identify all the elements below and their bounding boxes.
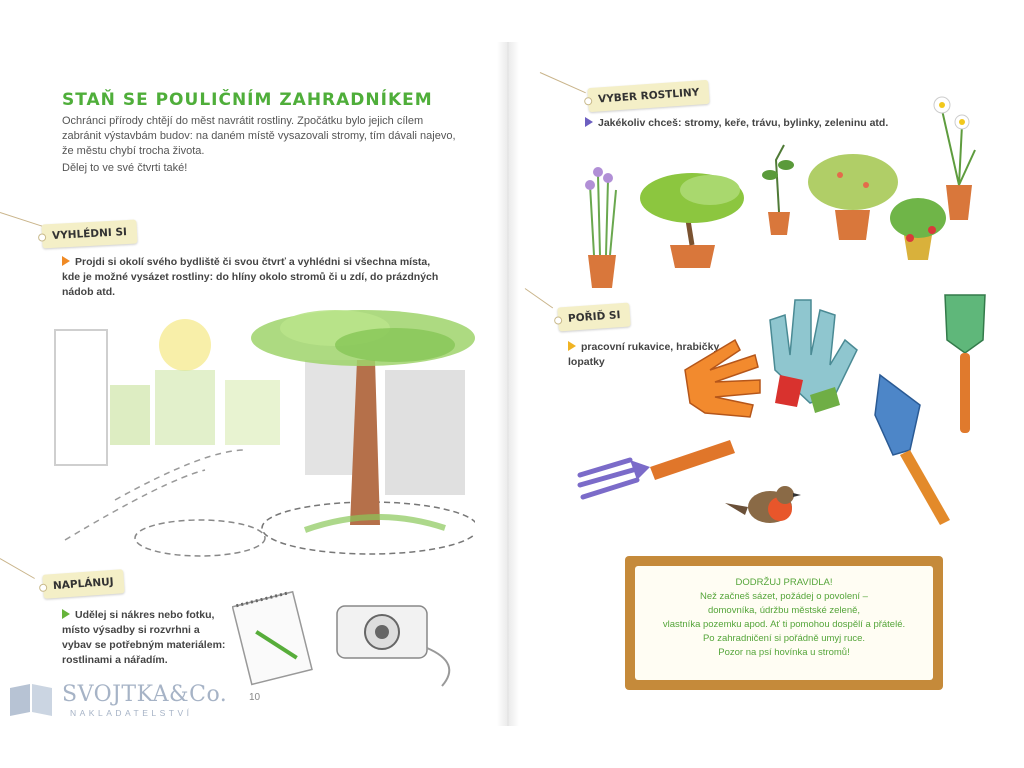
section-porid-text: pracovní rukavice, hrabičky, lopatky [568, 341, 722, 368]
building-sketch [385, 370, 465, 495]
garden-tools-illustration [575, 285, 995, 540]
page-number: 10 [249, 692, 261, 703]
building-sketch [110, 385, 150, 445]
page-title: STAŇ SE POULIČNÍM ZAHRADNÍKEM [62, 90, 433, 110]
small-shovel-icon [945, 295, 985, 433]
bonsai-plant-icon [640, 173, 744, 268]
city-tree-illustration [45, 300, 475, 565]
tag-label: VYHLÉDNI SI [51, 226, 128, 242]
daisy-plant-icon [934, 97, 975, 220]
sign-rules-text [642, 576, 926, 660]
notepad-camera-illustration [232, 588, 472, 688]
purple-rake-icon [580, 440, 735, 497]
chive-plant-icon [585, 167, 616, 288]
publisher-book-icon [8, 682, 54, 716]
tag-label: VYBER ROSTLINY [597, 86, 700, 106]
publisher-logo [8, 680, 228, 720]
sign-line: vlastníka pozemku apod. Ať ti pomohou dospělí a přátelé. [662, 619, 906, 630]
tag-label: POŘIĎ SI [567, 309, 621, 325]
building-sketch [155, 370, 215, 445]
camera-icon [337, 606, 449, 686]
building-sketch [225, 380, 280, 445]
robin-bird-icon [725, 486, 801, 523]
strawberry-plant-icon [890, 198, 946, 260]
rosemary-plant-icon [808, 154, 898, 240]
orange-triangle-icon [62, 256, 70, 266]
tag-vyhledni-si [41, 220, 137, 249]
tag-label: NAPLÁNUJ [52, 575, 115, 593]
building-sketch [55, 330, 107, 465]
sign-title: DODRŽUJ PRAVIDLA! [735, 577, 833, 588]
intro-text: Ochránci přírody chtějí do měst navrátit rostliny. Zpočátku bylo jejich cílem zabránit výstavbám budov: na daném místě vysazovali stromy, tím dávali najevo, že městu chybí trocha života. [62, 115, 456, 157]
sun-icon [159, 319, 211, 371]
small-sprout-plant-icon [762, 145, 794, 235]
book-gutter [497, 42, 519, 726]
green-triangle-icon [62, 609, 70, 619]
intro-call-to-action: Dělej to ve své čtvrti také! [62, 162, 188, 174]
potted-plants-illustration [570, 90, 990, 290]
sign-line: domovníka, údržbu městské zeleně, [707, 605, 861, 616]
blue-trowel-icon [875, 375, 950, 525]
sign-line: Než začneš sázet, požádej o povolení – [700, 591, 868, 602]
section-vyhledni-text: Projdi si okolí svého bydliště či svou čtvrť a vyhlédni si všechna místa, kde je možné vysázet rostliny: do hlíny okolo stromů či u zdí, do prázdných nádob atd. [62, 256, 439, 298]
sign-line: Po zahradničení si pořádně umyj ruce. [702, 633, 866, 644]
notepad-icon [232, 592, 312, 685]
section-vyber-text: Jakékoliv chceš: stromy, keře, trávu, bylinky, zeleninu atd. [585, 116, 905, 131]
publisher-name: SVOJTKA&Co. [62, 682, 228, 707]
sign-line: Pozor na psí hovínka u stromů! [718, 647, 850, 658]
section-naplanuj-text: Udělej si nákres nebo fotku, místo výsadby si rozvrhni a vybav se potřebným materiálem: rostlinami a nářadím. [62, 609, 226, 666]
publisher-subtitle: NAKLADATELSTVÍ [70, 708, 193, 718]
